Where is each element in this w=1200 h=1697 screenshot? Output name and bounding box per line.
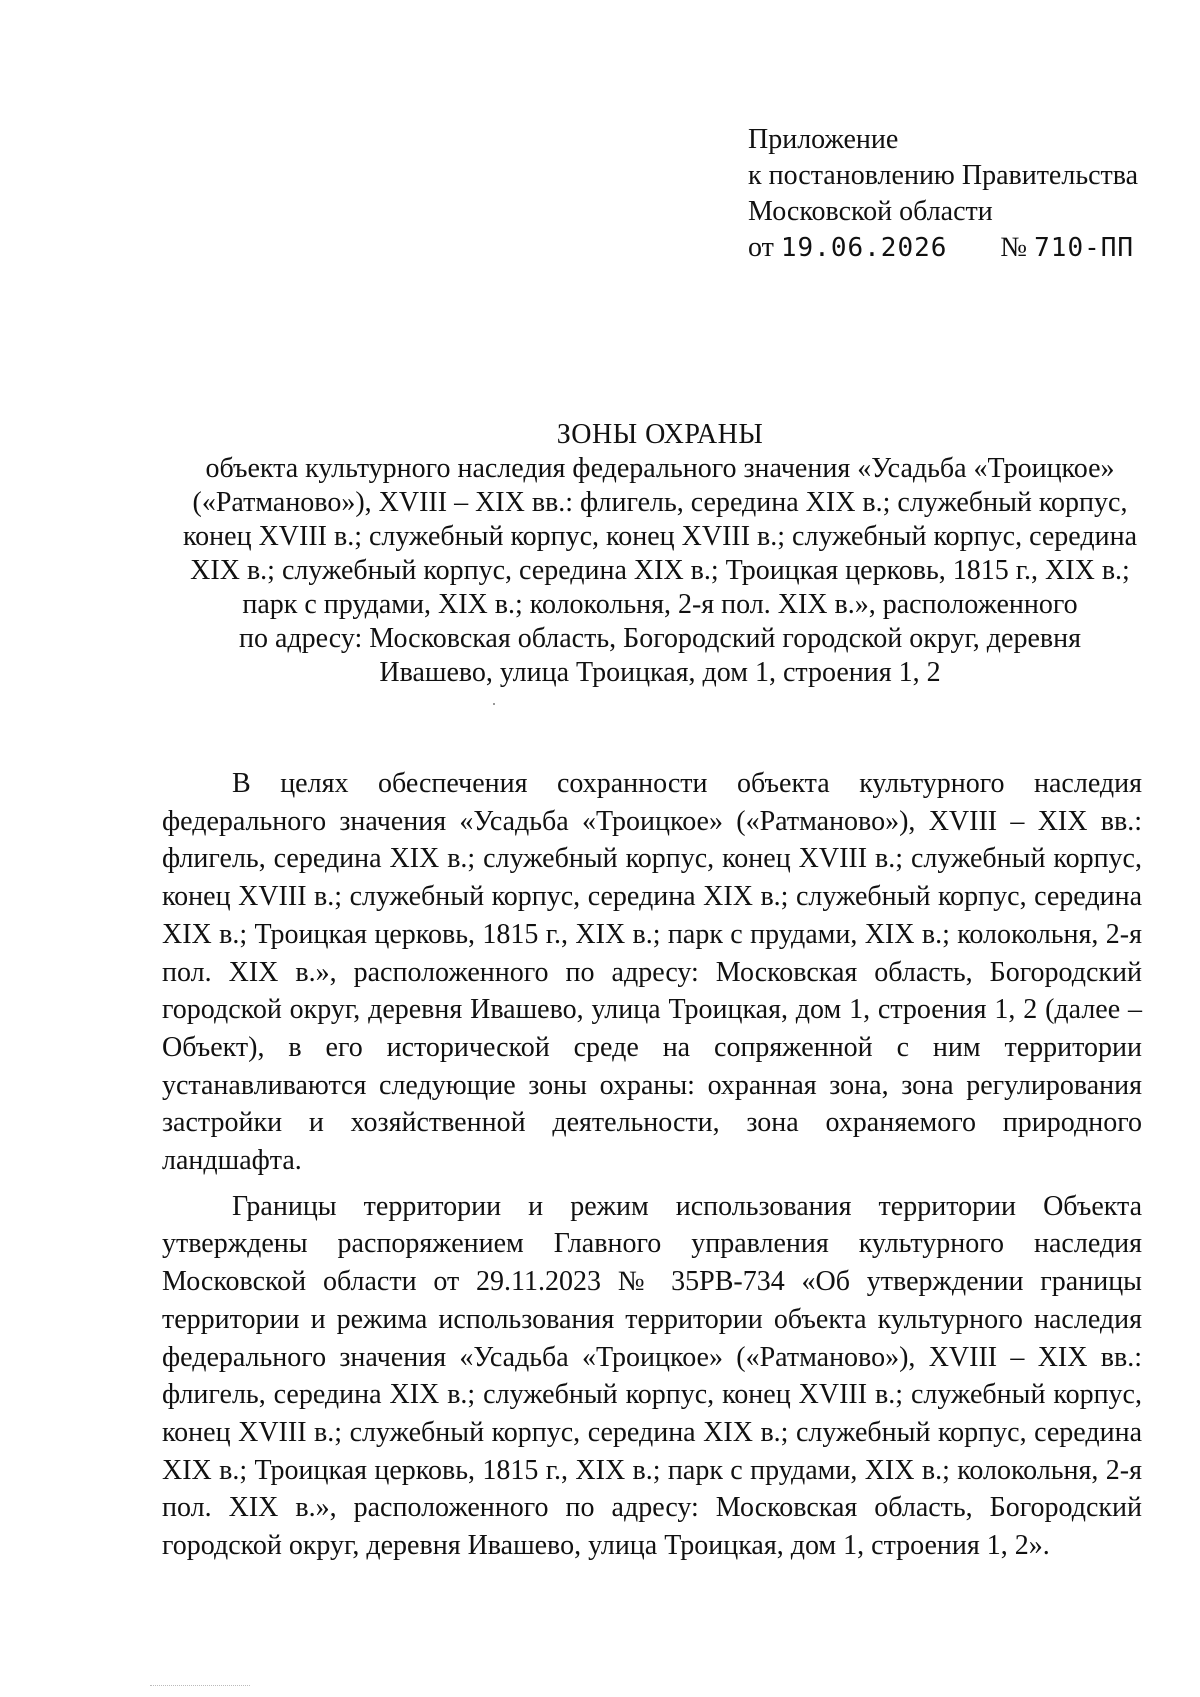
title-line: Ивашево, улица Троицкая, дом 1, строения 1, 2 (379, 657, 941, 688)
body-paragraph-1: В целях обеспечения сохранности объекта культурного наследия федерального значения «Усадьба «Троицкое» («Ратманово»), XVIII – XIX вв.: флигель, середина XIX в.; служебный корпус, конец XVIII в.; служебный корпус, конец XVIII в.; служебный корпус, середина XIX в.; служебный корпус, середина XIX в.; Троицкая церковь, 1815 г., XIX в.; парк с прудами, XIX в.; колокольня, 2-я пол. XIX в.», расположенного по адресу: Московская область, Богородский городской округ, деревня Ивашево, улица Троицкая, дом 1, строения 1, 2 (далее – Объект), в его исторической среде на сопряженной с ним территории устанавливаются следующие зоны охраны: охранная зона, зона регулирования застройки и хозяйственной деятельности, зона охраняемого природного ландшафта. (162, 768, 1142, 1177)
document-body (162, 765, 1142, 1565)
title-line: конец XVIII в.; служебный корпус, конец XVIII в.; служебный корпус, середина (183, 521, 1137, 552)
document-heading: ЗОНЫ ОХРАНЫ (556, 419, 764, 450)
appendix-title: Приложение (748, 124, 899, 155)
date-prefix: от (748, 232, 774, 263)
appendix-resolution-line: к постановлению Правительства (748, 160, 1139, 191)
scan-artifact (150, 1685, 250, 1690)
body-paragraph-2: Границы территории и режим использования территории Объекта утверждены распоряжением Главного управления культурного наследия Московской области от 29.11.2023 № 35РВ-734 «Об утверждении границы территории и режима использования территории объекта культурного наследия федерального значения «Усадьба «Троицкое» («Ратманово»), XVIII – XIX вв.: флигель, середина XIX в.; служебный корпус, конец XVIII в.; служебный корпус, конец XVIII в.; служебный корпус, середина XIX в.; служебный корпус, середина XIX в.; Троицкая церковь, 1815 г., XIX в.; парк с прудами, XIX в.; колокольня, 2-я пол. XIX в.», расположенного по адресу: Московская область, Богородский городской округ, деревня Ивашево, улица Троицкая, дом 1, строения 1, 2». (162, 1190, 1142, 1562)
resolution-number: 710-ПП (1034, 233, 1135, 263)
title-line: по адресу: Московская область, Богородский городской округ, деревня (239, 623, 1081, 654)
title-line: («Ратманово»), XVIII – XIX вв.: флигель, середина XIX в.; служебный корпус, (192, 487, 1128, 518)
appendix-region-line: Московской области (748, 196, 993, 227)
number-sign: № (1000, 232, 1028, 263)
document-title-block (165, 418, 1155, 690)
appendix-header (748, 122, 1138, 266)
resolution-date: 19.06.2026 (780, 233, 948, 263)
title-line: объекта культурного наследия федерального значения «Усадьба «Троицкое» (205, 453, 1115, 484)
appendix-date-number-line (748, 230, 1138, 266)
scan-dot (493, 703, 495, 705)
title-line: XIX в.; служебный корпус, середина XIX в.; Троицкая церковь, 1815 г., XIX в.; (190, 555, 1130, 586)
title-line: парк с прудами, XIX в.; колокольня, 2-я пол. XIX в.», расположенного (242, 589, 1078, 620)
